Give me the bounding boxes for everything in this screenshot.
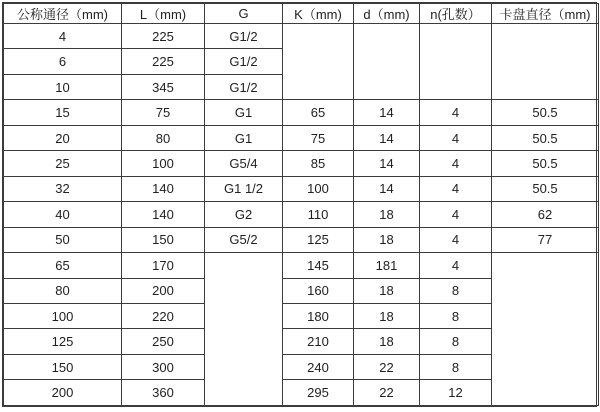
table-cell: 6 — [4, 49, 122, 74]
table-cell: 145 — [283, 253, 354, 278]
dimension-spec-table — [3, 3, 599, 406]
table-cell: 150 — [122, 227, 205, 252]
table-cell: 18 — [354, 329, 420, 354]
table-cell: 77 — [492, 227, 599, 252]
merged-empty-cell — [283, 24, 354, 100]
table-row — [4, 227, 599, 252]
table-cell: 14 — [354, 151, 420, 176]
table-cell: 10 — [4, 74, 122, 99]
table-cell: 8 — [420, 303, 492, 328]
table-header-row — [4, 4, 599, 24]
table-cell: 15 — [4, 100, 122, 125]
table-cell: G1/2 — [205, 74, 283, 99]
table-cell: 22 — [354, 380, 420, 406]
table-cell: 360 — [122, 380, 205, 406]
table-cell: 170 — [122, 253, 205, 278]
table-row — [4, 100, 599, 125]
table-cell: 4 — [420, 125, 492, 150]
table-cell: 4 — [420, 202, 492, 227]
table-cell: 8 — [420, 278, 492, 303]
table-row — [4, 151, 599, 176]
table-cell: G1/2 — [205, 24, 283, 49]
table-cell: 50.5 — [492, 125, 599, 150]
table-cell: G1 — [205, 125, 283, 150]
table-cell: 14 — [354, 176, 420, 201]
table-row — [4, 253, 599, 278]
table-row — [4, 24, 599, 49]
table-cell: 140 — [122, 176, 205, 201]
merged-empty-cell — [492, 253, 599, 406]
column-header-d: d（mm) — [354, 4, 420, 24]
merged-empty-cell — [420, 24, 492, 100]
table-cell: 4 — [420, 227, 492, 252]
table-cell: 4 — [420, 151, 492, 176]
table-cell: 18 — [354, 227, 420, 252]
table-cell: G5/2 — [205, 227, 283, 252]
table-cell: 200 — [4, 380, 122, 406]
table-cell: 300 — [122, 354, 205, 379]
table-cell: 210 — [283, 329, 354, 354]
table-cell: 4 — [420, 100, 492, 125]
table-cell: 18 — [354, 278, 420, 303]
table-cell: 85 — [283, 151, 354, 176]
table-cell: G2 — [205, 202, 283, 227]
table-cell: 50.5 — [492, 151, 599, 176]
table-cell: G5/4 — [205, 151, 283, 176]
table-cell: 150 — [4, 354, 122, 379]
table-cell: 4 — [4, 24, 122, 49]
table-cell: 18 — [354, 202, 420, 227]
table-cell: 295 — [283, 380, 354, 406]
table-row — [4, 125, 599, 150]
table-cell: 14 — [354, 125, 420, 150]
table-cell: 75 — [283, 125, 354, 150]
table-cell: 140 — [122, 202, 205, 227]
column-header-n-holes: n(孔数） — [420, 4, 492, 24]
table-cell: 80 — [4, 278, 122, 303]
table-row — [4, 202, 599, 227]
column-header-K: K（mm) — [283, 4, 354, 24]
table-cell: 125 — [283, 227, 354, 252]
table-cell: 75 — [122, 100, 205, 125]
table-cell: 225 — [122, 24, 205, 49]
table-cell: 8 — [420, 354, 492, 379]
table-cell: 50 — [4, 227, 122, 252]
table-row — [4, 176, 599, 201]
table-cell: 25 — [4, 151, 122, 176]
table-cell: 4 — [420, 176, 492, 201]
table-cell: 181 — [354, 253, 420, 278]
table-cell: 250 — [122, 329, 205, 354]
column-header-nominal-diameter: 公称通径（mm) — [4, 4, 122, 24]
table-cell: 22 — [354, 354, 420, 379]
table-cell: G1/2 — [205, 49, 283, 74]
table-cell: 80 — [122, 125, 205, 150]
table-cell: 100 — [4, 303, 122, 328]
table-cell: 20 — [4, 125, 122, 150]
table-body — [4, 24, 599, 406]
table-cell: 32 — [4, 176, 122, 201]
table-cell: 160 — [283, 278, 354, 303]
table-cell: 220 — [122, 303, 205, 328]
table-cell: 110 — [283, 202, 354, 227]
table-cell: 65 — [283, 100, 354, 125]
column-header-L: L（mm) — [122, 4, 205, 24]
table-cell: 225 — [122, 49, 205, 74]
table-cell: 200 — [122, 278, 205, 303]
table-header — [4, 4, 599, 24]
table-cell: 4 — [420, 253, 492, 278]
table-cell: 240 — [283, 354, 354, 379]
merged-empty-cell — [354, 24, 420, 100]
table-cell: 50.5 — [492, 176, 599, 201]
table-cell: G1 — [205, 100, 283, 125]
merged-empty-cell — [492, 24, 599, 100]
column-header-G: G — [205, 4, 283, 24]
table-cell: 180 — [283, 303, 354, 328]
table-cell: 65 — [4, 253, 122, 278]
table-cell: 8 — [420, 329, 492, 354]
table-cell: 125 — [4, 329, 122, 354]
spec-table-frame — [2, 2, 597, 407]
table-cell: 100 — [122, 151, 205, 176]
table-cell: 40 — [4, 202, 122, 227]
merged-empty-cell — [205, 253, 283, 406]
table-cell: 18 — [354, 303, 420, 328]
column-header-chuck-diameter: 卡盘直径（mm) — [492, 4, 599, 24]
table-cell: 12 — [420, 380, 492, 406]
table-cell: 345 — [122, 74, 205, 99]
table-cell: 100 — [283, 176, 354, 201]
table-cell: 50.5 — [492, 100, 599, 125]
table-cell: 14 — [354, 100, 420, 125]
table-cell: G1 1/2 — [205, 176, 283, 201]
table-cell: 62 — [492, 202, 599, 227]
